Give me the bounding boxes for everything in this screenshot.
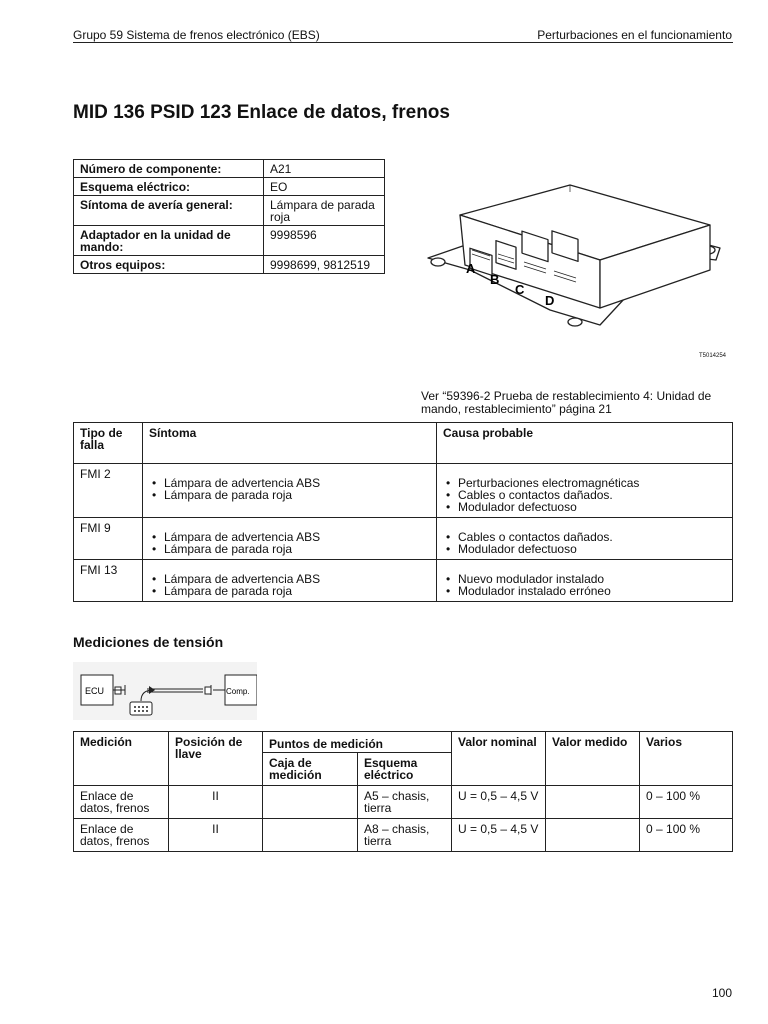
figure-label-c: C bbox=[515, 282, 525, 297]
header-left: Grupo 59 Sistema de frenos electrónico (EBS) bbox=[73, 28, 320, 42]
column-header: Posición de llave bbox=[169, 732, 263, 786]
table-row bbox=[74, 256, 385, 274]
list-item: • Modulador defectuoso bbox=[443, 543, 726, 555]
symptom-list bbox=[149, 477, 430, 501]
info-value: Lámpara de parada roja bbox=[264, 196, 385, 226]
component-info-table bbox=[73, 159, 385, 274]
figure-label-b: B bbox=[490, 272, 500, 287]
measurement-diagram bbox=[73, 662, 257, 720]
control-unit-illustration bbox=[420, 170, 725, 345]
cell-medicion: Enlace de datos, frenos bbox=[74, 819, 169, 852]
cause-list bbox=[443, 531, 726, 555]
cell-varios: 0 – 100 % bbox=[640, 819, 733, 852]
cell-medido bbox=[546, 819, 640, 852]
info-value: 9998699, 9812519 bbox=[264, 256, 385, 274]
cell-nominal: U = 0,5 – 4,5 V bbox=[452, 786, 546, 819]
table-header-row bbox=[74, 732, 733, 753]
table-row bbox=[74, 560, 733, 602]
fault-table bbox=[73, 422, 733, 602]
list-item: • Nuevo modulador instalado bbox=[443, 573, 726, 585]
list-item: • Modulador instalado erróneo bbox=[443, 585, 726, 597]
header-rule bbox=[73, 42, 733, 43]
table-row bbox=[74, 464, 733, 518]
list-item: • Lámpara de advertencia ABS bbox=[149, 573, 430, 585]
cause-list bbox=[443, 573, 726, 597]
column-header: Valor medido bbox=[546, 732, 640, 786]
page-number: 100 bbox=[711, 986, 732, 1000]
cell-caja bbox=[263, 819, 358, 852]
table-row bbox=[74, 819, 733, 852]
figure-label-d: D bbox=[545, 293, 555, 308]
fmi-cell: FMI 2 bbox=[74, 464, 143, 518]
table-row bbox=[74, 160, 385, 178]
cell-esquema: A5 – chasis, tierra bbox=[358, 786, 452, 819]
list-item: • Modulador defectuoso bbox=[443, 501, 726, 513]
fmi-cell: FMI 9 bbox=[74, 518, 143, 560]
symptom-list bbox=[149, 531, 430, 555]
header-right: Perturbaciones en el funcionamiento bbox=[537, 28, 732, 42]
list-item: • Lámpara de advertencia ABS bbox=[149, 531, 430, 543]
info-key: Otros equipos: bbox=[74, 256, 264, 274]
column-header: Síntoma bbox=[143, 423, 437, 464]
ecu-label: ECU bbox=[85, 686, 105, 696]
table-header-row bbox=[74, 423, 733, 464]
figure-code: T5014254 bbox=[699, 353, 727, 359]
reference-note: Ver “59396-2 Prueba de restablecimiento 4: Unidad de mando, restablecimiento” página 21 bbox=[421, 389, 712, 416]
column-header: Puntos de medición bbox=[263, 732, 452, 753]
table-row bbox=[74, 786, 733, 819]
list-item: • Lámpara de parada roja bbox=[149, 543, 430, 555]
column-header: Causa probable bbox=[437, 423, 733, 464]
info-key: Número de componente: bbox=[74, 160, 264, 178]
list-item: • Perturbaciones electromagnéticas bbox=[443, 477, 726, 489]
cell-nominal: U = 0,5 – 4,5 V bbox=[452, 819, 546, 852]
info-value: 9998596 bbox=[264, 226, 385, 256]
list-item: • Lámpara de parada roja bbox=[149, 585, 430, 597]
list-item: • Lámpara de advertencia ABS bbox=[149, 477, 430, 489]
info-value: A21 bbox=[264, 160, 385, 178]
comp-label: Comp. bbox=[226, 687, 250, 696]
cell-esquema: A8 – chasis, tierra bbox=[358, 819, 452, 852]
cell-posicion: II bbox=[169, 819, 263, 852]
cause-list bbox=[443, 477, 726, 513]
column-header: Tipo de falla bbox=[74, 423, 143, 464]
info-value: EO bbox=[264, 178, 385, 196]
column-header: Valor nominal bbox=[452, 732, 546, 786]
cell-medicion: Enlace de datos, frenos bbox=[74, 786, 169, 819]
section-heading: Mediciones de tensión bbox=[73, 634, 224, 650]
page-title: MID 136 PSID 123 Enlace de datos, frenos bbox=[73, 102, 450, 123]
column-header: Varios bbox=[640, 732, 733, 786]
adapter-box bbox=[130, 702, 152, 715]
table-row bbox=[74, 196, 385, 226]
cell-varios: 0 – 100 % bbox=[640, 786, 733, 819]
info-key: Adaptador en la unidad de mando: bbox=[74, 226, 264, 256]
table-row bbox=[74, 226, 385, 256]
info-key: Esquema eléctrico: bbox=[74, 178, 264, 196]
column-header: Caja de medición bbox=[263, 753, 358, 786]
column-header: Esquema eléctrico bbox=[358, 753, 452, 786]
cell-caja bbox=[263, 786, 358, 819]
symptom-list bbox=[149, 573, 430, 597]
table-row bbox=[74, 518, 733, 560]
figure-label-a: A bbox=[466, 261, 476, 276]
measurement-table bbox=[73, 731, 733, 852]
table-row bbox=[74, 178, 385, 196]
list-item: • Cables o contactos dañados. bbox=[443, 489, 726, 501]
fmi-cell: FMI 13 bbox=[74, 560, 143, 602]
cell-medido bbox=[546, 786, 640, 819]
cell-posicion: II bbox=[169, 786, 263, 819]
column-header: Medición bbox=[74, 732, 169, 786]
info-key: Síntoma de avería general: bbox=[74, 196, 264, 226]
list-item: • Cables o contactos dañados. bbox=[443, 531, 726, 543]
list-item: • Lámpara de parada roja bbox=[149, 489, 430, 501]
